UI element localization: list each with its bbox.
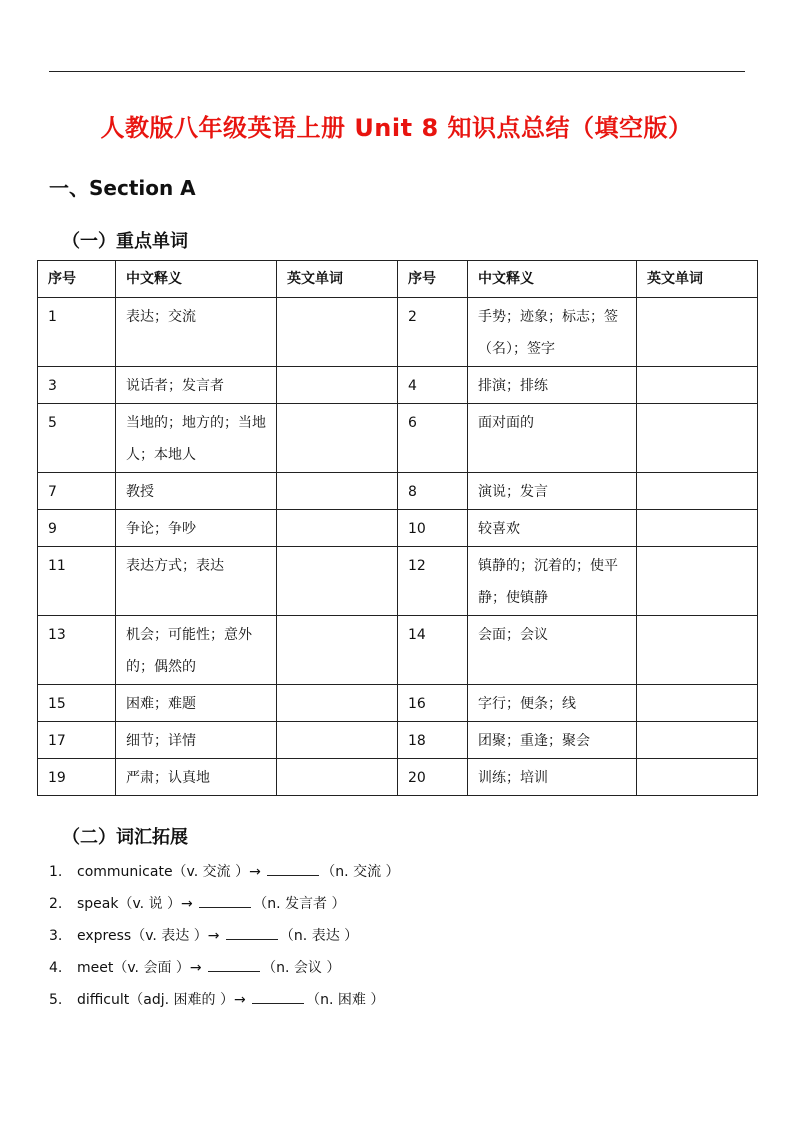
english-word-blank[interactable] [277, 298, 398, 367]
row-index: 8 [398, 473, 468, 510]
row-index: 2 [398, 298, 468, 367]
item-target-hint: （n. 会议 ） [262, 960, 341, 976]
table-row [38, 510, 758, 547]
chinese-meaning: 字行；便条；线 [468, 685, 637, 722]
english-word-blank[interactable] [637, 510, 758, 547]
chinese-meaning: 当地的；地方的；当地人；本地人 [116, 404, 277, 473]
english-word-blank[interactable] [637, 298, 758, 367]
document-title: 人教版八年级英语上册 Unit 8 知识点总结（填空版） [100, 114, 693, 142]
item-number: 1. [49, 864, 63, 880]
list-item [49, 861, 400, 893]
chinese-meaning: 团聚；重逢；聚会 [468, 722, 637, 759]
english-word-blank[interactable] [277, 759, 398, 796]
row-index: 13 [38, 616, 116, 685]
section-heading: 一、Section A [49, 176, 196, 200]
english-word-blank[interactable] [637, 547, 758, 616]
english-word-blank[interactable] [277, 547, 398, 616]
row-index: 5 [38, 404, 116, 473]
list-item [49, 957, 400, 989]
english-word-blank[interactable] [277, 367, 398, 404]
chinese-meaning: 困难；难题 [116, 685, 277, 722]
chinese-meaning: 教授 [116, 473, 277, 510]
item-number: 4. [49, 960, 63, 976]
chinese-meaning: 手势；迹象；标志；签（名）；签字 [468, 298, 637, 367]
vocab-subheading: （一）重点单词 [62, 231, 188, 252]
english-word-blank[interactable] [277, 685, 398, 722]
row-index: 9 [38, 510, 116, 547]
vocab-table [37, 260, 758, 796]
english-word-blank[interactable] [277, 473, 398, 510]
row-index: 12 [398, 547, 468, 616]
header-chinese: 中文释义 [468, 261, 637, 298]
chinese-meaning: 表达方式；表达 [116, 547, 277, 616]
chinese-meaning: 说话者；发言者 [116, 367, 277, 404]
item-target-hint: （n. 困难 ） [306, 992, 385, 1008]
chinese-meaning: 细节；详情 [116, 722, 277, 759]
chinese-meaning: 表达；交流 [116, 298, 277, 367]
table-row [38, 722, 758, 759]
item-source-word: difficult（adj. 困难的 ）→ [77, 992, 251, 1008]
item-target-hint: （n. 交流 ） [321, 864, 400, 880]
english-word-blank[interactable] [637, 404, 758, 473]
english-word-blank[interactable] [637, 759, 758, 796]
answer-blank[interactable] [252, 989, 304, 1004]
list-item [49, 925, 400, 957]
row-index: 20 [398, 759, 468, 796]
chinese-meaning: 较喜欢 [468, 510, 637, 547]
row-index: 17 [38, 722, 116, 759]
chinese-meaning: 机会；可能性；意外的；偶然的 [116, 616, 277, 685]
chinese-meaning: 演说；发言 [468, 473, 637, 510]
row-index: 11 [38, 547, 116, 616]
table-row [38, 547, 758, 616]
item-source-word: communicate（v. 交流 ）→ [77, 864, 266, 880]
row-index: 14 [398, 616, 468, 685]
answer-blank[interactable] [199, 893, 251, 908]
header-english: 英文单词 [637, 261, 758, 298]
table-row [38, 759, 758, 796]
list-item [49, 989, 400, 1021]
table-row [38, 685, 758, 722]
answer-blank[interactable] [267, 861, 319, 876]
item-number: 2. [49, 896, 63, 912]
row-index: 18 [398, 722, 468, 759]
english-word-blank[interactable] [277, 616, 398, 685]
english-word-blank[interactable] [637, 616, 758, 685]
row-index: 16 [398, 685, 468, 722]
english-word-blank[interactable] [637, 367, 758, 404]
header-rule [49, 71, 745, 72]
header-index: 序号 [38, 261, 116, 298]
english-word-blank[interactable] [277, 404, 398, 473]
row-index: 1 [38, 298, 116, 367]
row-index: 7 [38, 473, 116, 510]
item-number: 3. [49, 928, 63, 944]
english-word-blank[interactable] [637, 473, 758, 510]
header-index: 序号 [398, 261, 468, 298]
header-english: 英文单词 [277, 261, 398, 298]
chinese-meaning: 排演；排练 [468, 367, 637, 404]
list-item [49, 893, 400, 925]
table-header-row [38, 261, 758, 298]
chinese-meaning: 面对面的 [468, 404, 637, 473]
chinese-meaning: 镇静的；沉着的；使平静；使镇静 [468, 547, 637, 616]
item-source-word: meet（v. 会面 ）→ [77, 960, 207, 976]
table-row [38, 367, 758, 404]
chinese-meaning: 争论；争吵 [116, 510, 277, 547]
row-index: 10 [398, 510, 468, 547]
item-source-word: speak（v. 说 ）→ [77, 896, 198, 912]
english-word-blank[interactable] [637, 685, 758, 722]
english-word-blank[interactable] [277, 722, 398, 759]
chinese-meaning: 训练；培训 [468, 759, 637, 796]
table-row [38, 298, 758, 367]
english-word-blank[interactable] [277, 510, 398, 547]
row-index: 3 [38, 367, 116, 404]
header-chinese: 中文释义 [116, 261, 277, 298]
table-row [38, 473, 758, 510]
chinese-meaning: 会面；会议 [468, 616, 637, 685]
extension-list [49, 861, 400, 1021]
row-index: 4 [398, 367, 468, 404]
chinese-meaning: 严肃；认真地 [116, 759, 277, 796]
answer-blank[interactable] [226, 925, 278, 940]
extension-subheading: （二）词汇拓展 [62, 827, 188, 848]
item-target-hint: （n. 发言者 ） [253, 896, 346, 912]
table-row [38, 616, 758, 685]
item-number: 5. [49, 992, 63, 1008]
row-index: 6 [398, 404, 468, 473]
english-word-blank[interactable] [637, 722, 758, 759]
row-index: 15 [38, 685, 116, 722]
answer-blank[interactable] [208, 957, 260, 972]
table-row [38, 404, 758, 473]
item-source-word: express（v. 表达 ）→ [77, 928, 224, 944]
item-target-hint: （n. 表达 ） [279, 928, 359, 944]
row-index: 19 [38, 759, 116, 796]
